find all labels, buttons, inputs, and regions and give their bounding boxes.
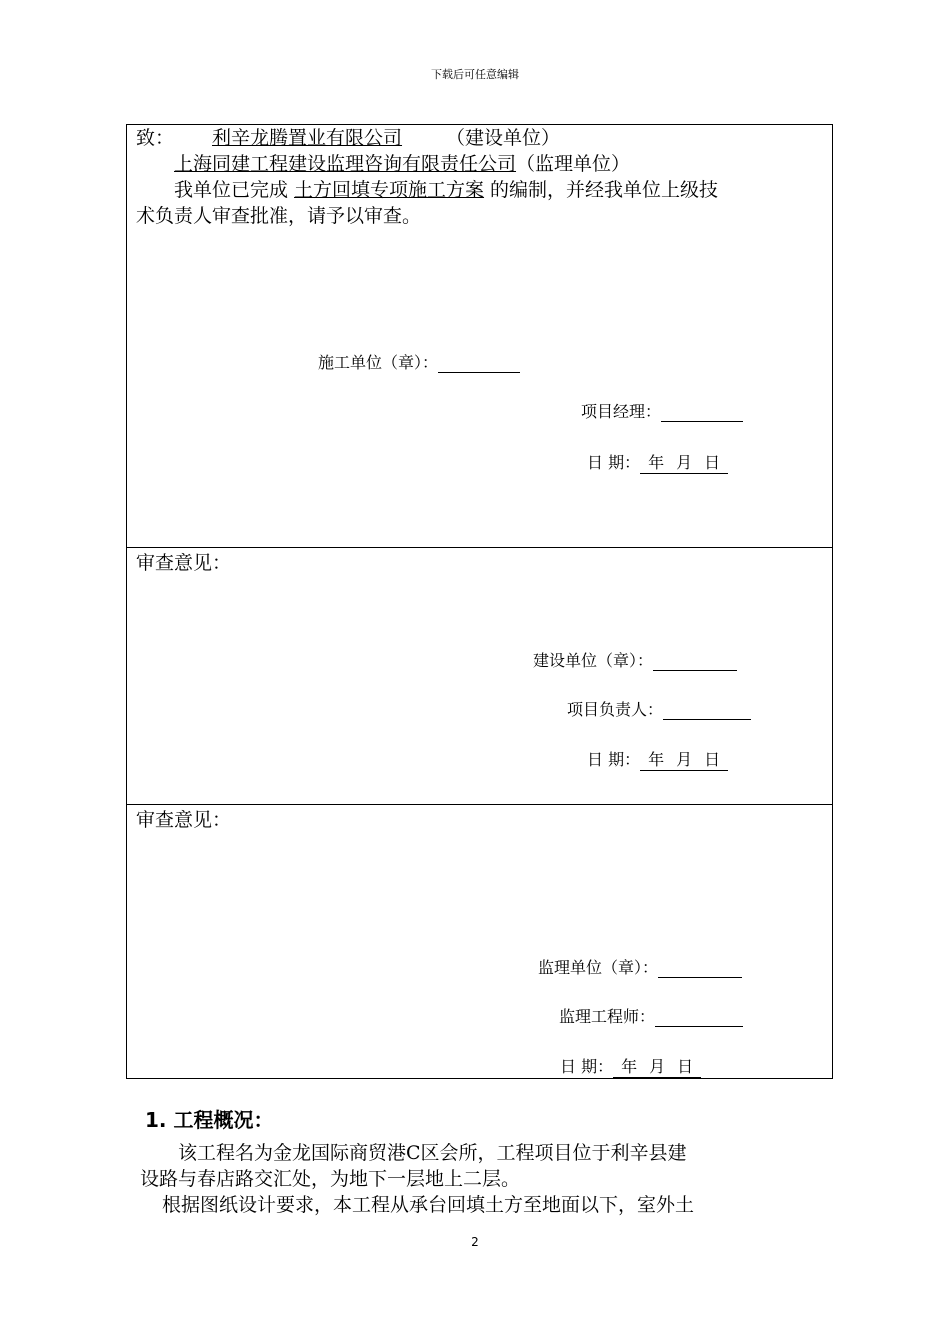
- client-person-blank[interactable]: [663, 705, 751, 720]
- day-label: 日: [704, 750, 721, 769]
- pm-field: [581, 402, 743, 422]
- overview-para1-line1: 该工程名为金龙国际商贸港C区会所，工程项目位于利辛县建: [178, 1142, 687, 1164]
- pm-blank[interactable]: [661, 407, 743, 422]
- pm-label: 项目经理：: [581, 402, 662, 421]
- supervisor-date-label: 日 期：: [560, 1057, 614, 1076]
- supervisor-name: 上海同建工程建设监理咨询有限责任公司: [174, 153, 517, 175]
- engineer-field: [559, 1007, 743, 1027]
- client-seal-blank[interactable]: [653, 656, 737, 671]
- supervisor-date-blank[interactable]: [613, 1057, 701, 1078]
- client-review-title: 审查意见：: [136, 552, 232, 574]
- supervisor-review-section: [127, 804, 832, 1079]
- engineer-label: 监理工程师：: [559, 1007, 656, 1026]
- client-review-section: [127, 547, 832, 805]
- engineer-blank[interactable]: [655, 1012, 743, 1027]
- month-label: 月: [649, 1057, 666, 1076]
- date-label: 日 期：: [587, 453, 641, 472]
- day-label: 日: [677, 1057, 694, 1076]
- client-role: （建设单位）: [446, 127, 561, 149]
- date-blank[interactable]: [640, 453, 728, 474]
- client-person-label: 项目负责人：: [567, 700, 664, 719]
- contractor-seal-field: [318, 353, 520, 373]
- client-date-label: 日 期：: [587, 750, 641, 769]
- body-line-1: [174, 178, 718, 202]
- overview-para2-line1: 根据图纸设计要求，本工程从承台回填土方至地面以下，室外土: [162, 1194, 695, 1216]
- year-label: 年: [648, 453, 665, 472]
- submission-date-field: [587, 453, 728, 474]
- month-label: 月: [676, 750, 693, 769]
- year-label: 年: [621, 1057, 638, 1076]
- supervisor-seal-label: 监理单位（章）：: [538, 958, 659, 977]
- to-label: 致：: [136, 127, 175, 149]
- submission-section: [127, 125, 832, 547]
- body-line-2: 术负责人审查批准，请予以审查。: [136, 205, 422, 227]
- body-post: 的编制，并经我单位上级技: [490, 179, 719, 201]
- overview-para1-line2: 设路与春店路交汇处，为地下一层地上二层。: [140, 1168, 521, 1190]
- header-note: 下载后可任意编辑: [431, 68, 519, 81]
- client-person-field: [567, 700, 751, 720]
- supervisor-date-field: [560, 1057, 701, 1078]
- page-number: 2: [471, 1235, 479, 1249]
- addressee-line: [136, 126, 560, 150]
- month-label: 月: [676, 453, 693, 472]
- submission-form-table: [126, 124, 833, 1079]
- supervisor-review-title: 审查意见：: [136, 809, 232, 831]
- supervisor-role: （监理单位）: [516, 153, 631, 175]
- supervisor-line: [174, 152, 630, 176]
- plan-name: 土方回填专项施工方案: [294, 179, 485, 201]
- body-pre: 我单位已完成: [174, 179, 289, 201]
- contractor-seal-label: 施工单位（章）：: [318, 353, 439, 372]
- contractor-seal-blank[interactable]: [438, 358, 520, 373]
- client-date-field: [587, 750, 728, 771]
- supervisor-seal-blank[interactable]: [658, 963, 742, 978]
- client-date-blank[interactable]: [640, 750, 728, 771]
- client-seal-field: [533, 651, 737, 671]
- supervisor-seal-field: [538, 958, 742, 978]
- day-label: 日: [704, 453, 721, 472]
- section-heading-overview: 1. 工程概况：: [145, 1108, 274, 1132]
- client-seal-label: 建设单位（章）：: [533, 651, 654, 670]
- client-name: 利辛龙腾置业有限公司: [212, 127, 403, 149]
- year-label: 年: [648, 750, 665, 769]
